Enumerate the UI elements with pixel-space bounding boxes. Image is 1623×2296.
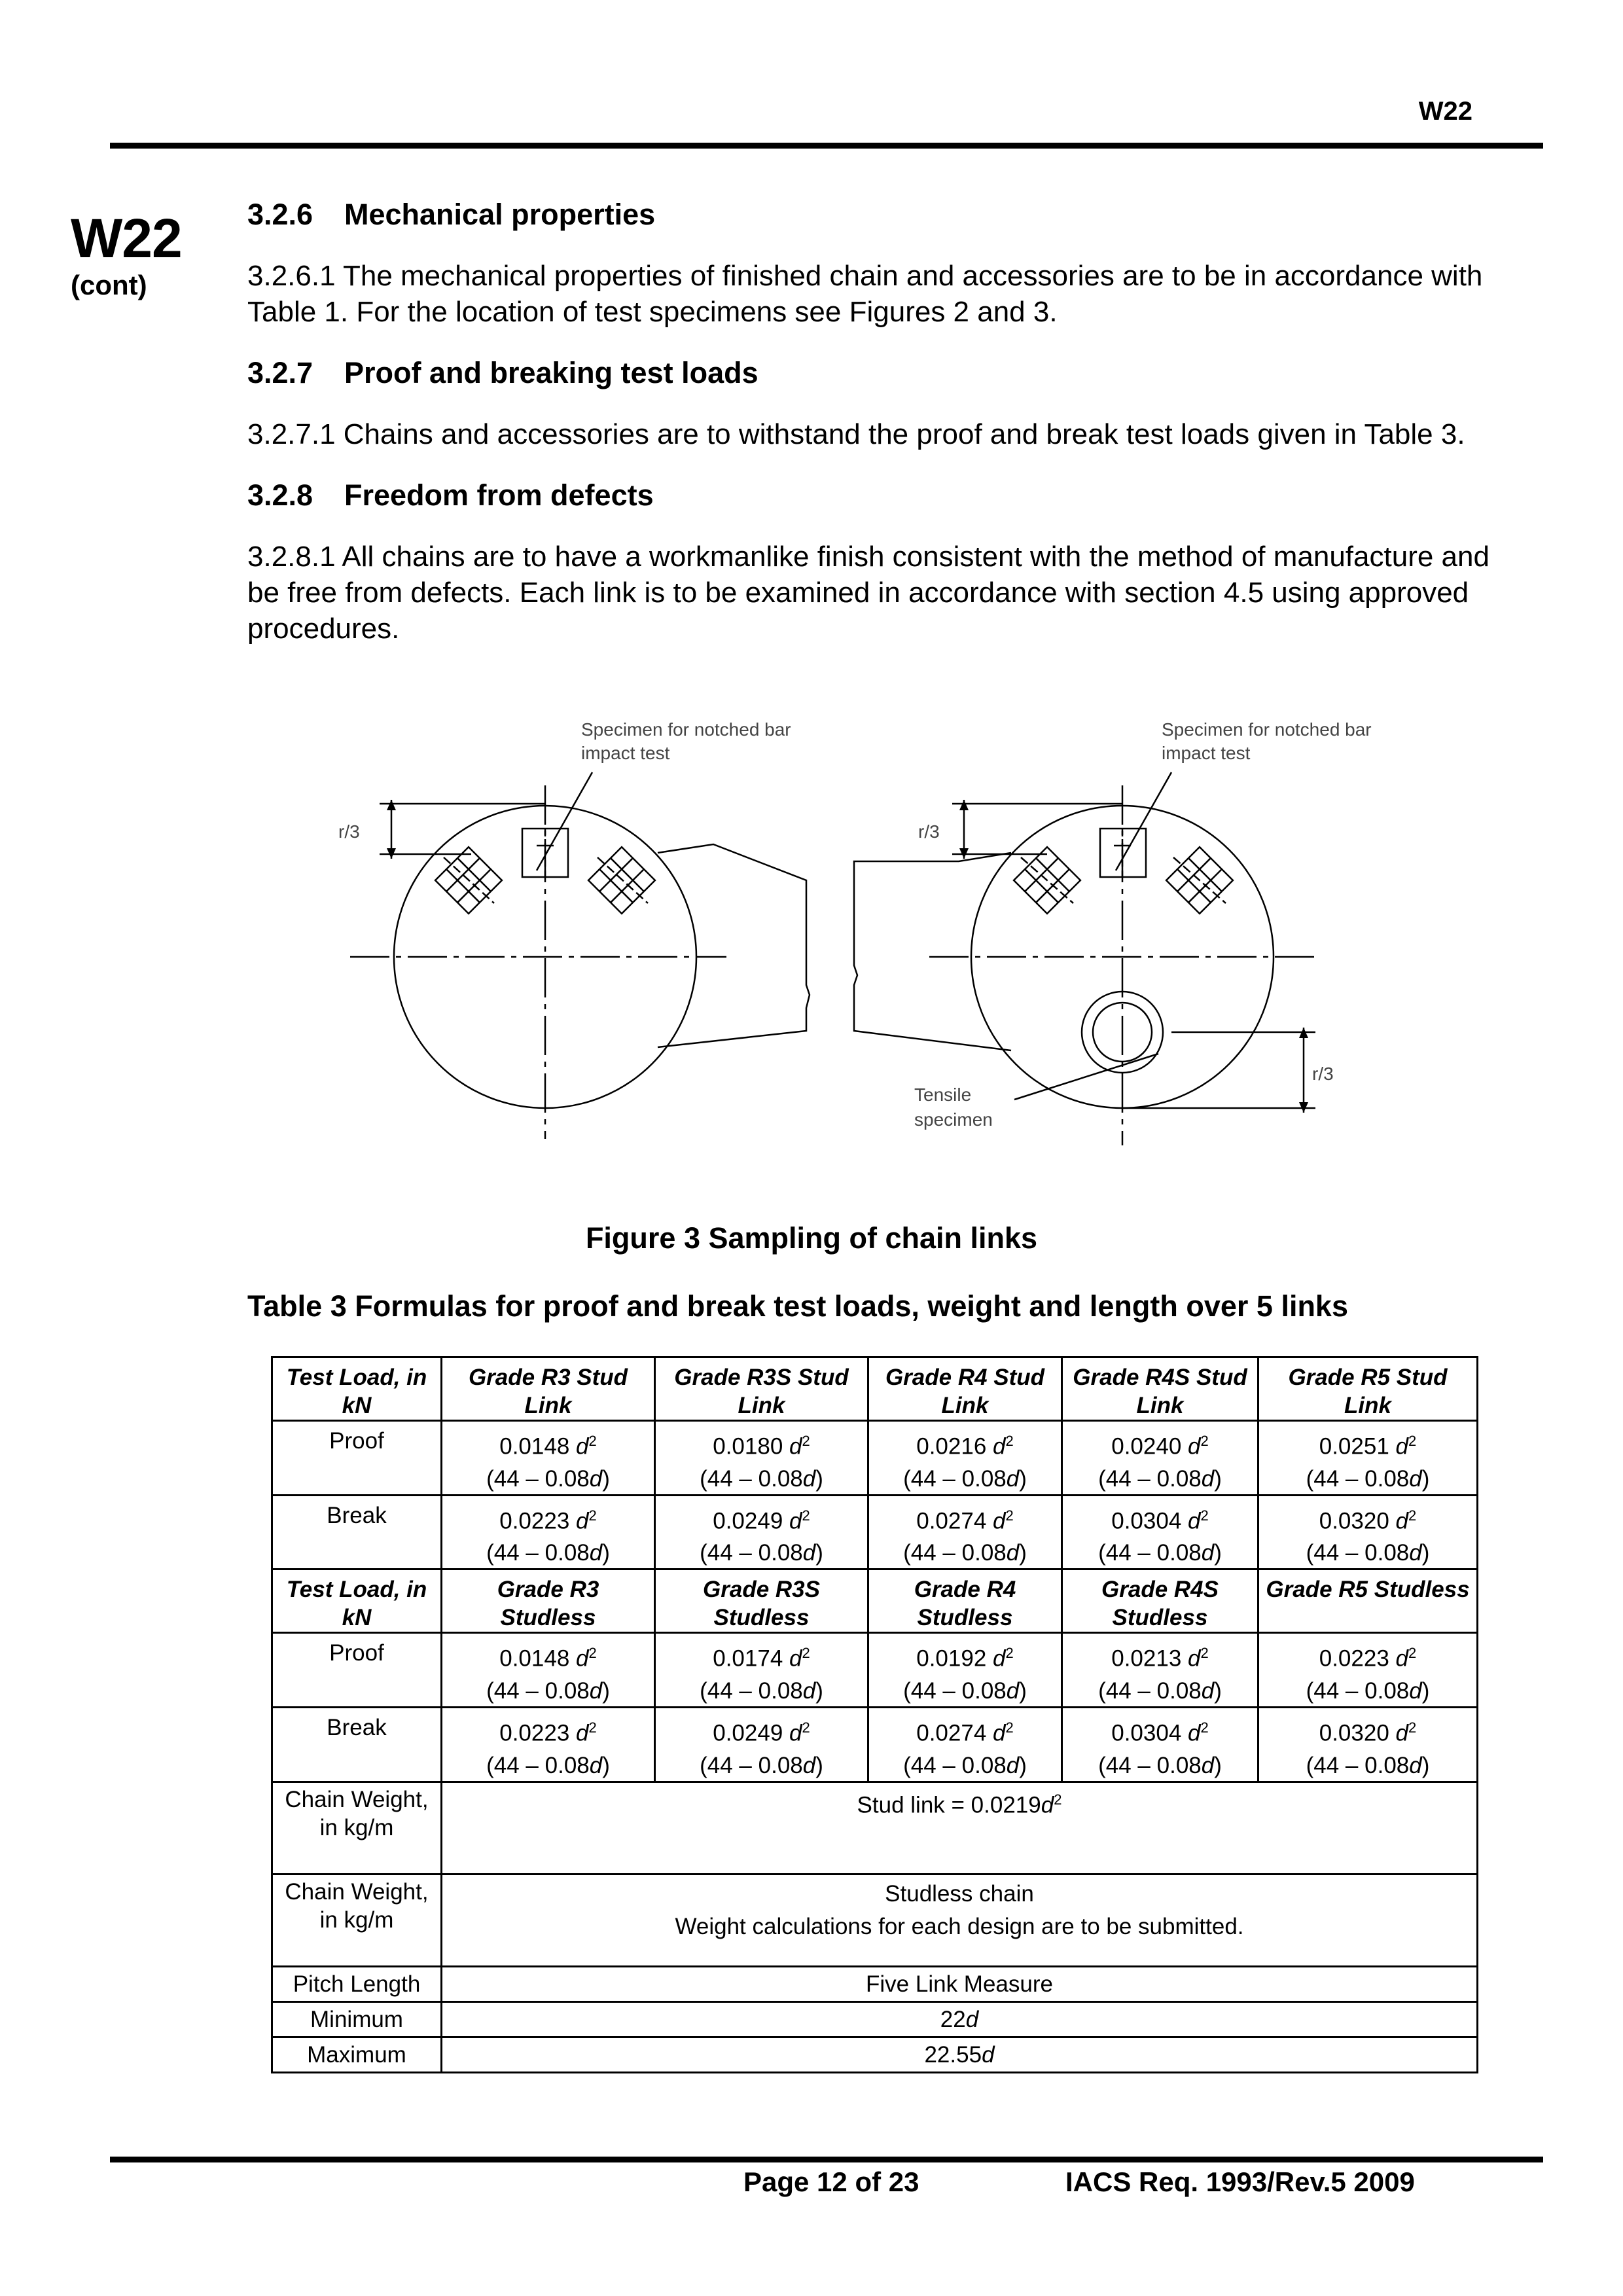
right-specimen-label-1: Specimen for notched bar: [1162, 719, 1372, 740]
chain-link-sampling-figure: [327, 713, 1440, 1145]
table-row-pitch: [272, 1966, 1478, 2001]
side-cont: (cont): [71, 270, 147, 300]
row-label: Maximum: [272, 2037, 442, 2072]
formula-cell: 0.0251 $d^2$ (44 – 0.08d): [1258, 1421, 1478, 1496]
page-number: Page 12 of 23: [743, 2166, 919, 2197]
table-header-studless: [272, 1570, 1478, 1633]
formula-cell: 0.0304 $d^2$ (44 – 0.08d): [1062, 1495, 1258, 1570]
formula-cell: 0.0148 $d^2$ (44 – 0.08d): [442, 1633, 655, 1708]
formula-cell: 0.0192 $d^2$ (44 – 0.08d): [868, 1633, 1062, 1708]
header-r4s-studless: Grade R4S Studless: [1062, 1570, 1258, 1633]
formula-cell: 0.0249 $d^2$ (44 – 0.08d): [655, 1707, 868, 1782]
table-row-minimum: [272, 2001, 1478, 2037]
table-header-stud: [272, 1357, 1478, 1421]
header-r4s-stud: Grade R4S Stud Link: [1062, 1357, 1258, 1421]
body-text: [247, 194, 1491, 647]
left-specimen-label-1: Specimen for notched bar: [581, 719, 791, 740]
header-test-load: Test Load, in kN: [272, 1357, 442, 1421]
heading-3-2-7: 3.2.7 Proof and breaking test loads: [247, 356, 758, 389]
tensile-label-1: Tensile: [914, 1085, 972, 1105]
formula-cell: 0.0223 $d^2$ (44 – 0.08d): [442, 1707, 655, 1782]
formula-cell: 0.0240 $d^2$ (44 – 0.08d): [1062, 1421, 1258, 1496]
formula-cell: 0.0223 $d^2$ (44 – 0.08d): [442, 1495, 655, 1570]
formula-cell: 0.0148 $d^2$ (44 – 0.08d): [442, 1421, 655, 1496]
weight-studless-value: Studless chain Weight calculations for each design are to be submitted.: [442, 1874, 1478, 1966]
formula-cell: 0.0213 $d^2$ (44 – 0.08d): [1062, 1633, 1258, 1708]
row-label: Break: [272, 1707, 442, 1782]
formula-cell: 0.0180 $d^2$ (44 – 0.08d): [655, 1421, 868, 1496]
formula-cell: 0.0320 $d^2$ (44 – 0.08d): [1258, 1707, 1478, 1782]
table-row-studless-break: [272, 1707, 1478, 1782]
left-specimen-label-2: impact test: [581, 743, 670, 763]
header-r4-stud: Grade R4 Stud Link: [868, 1357, 1062, 1421]
table-row-weight-studless: [272, 1874, 1478, 1966]
formula-cell: 0.0249 $d^2$ (44 – 0.08d): [655, 1495, 868, 1570]
pitch-value: Five Link Measure: [442, 1966, 1478, 2001]
right-specimen-label-2: impact test: [1162, 743, 1251, 763]
formula-cell: 0.0274 $d^2$ (44 – 0.08d): [868, 1707, 1062, 1782]
row-label: Chain Weight, in kg/m: [272, 1782, 442, 1874]
row-label: Proof: [272, 1421, 442, 1496]
row-label: Proof: [272, 1633, 442, 1708]
formula-cell: 0.0223 $d^2$ (44 – 0.08d): [1258, 1633, 1478, 1708]
row-label: Break: [272, 1495, 442, 1570]
table-row-maximum: [272, 2037, 1478, 2072]
maximum-value: 22.55d: [442, 2037, 1478, 2072]
header-r3-stud: Grade R3 Stud Link: [442, 1357, 655, 1421]
weight-stud-value: Stud link = $0.0219d^2$: [442, 1782, 1478, 1874]
row-label: Minimum: [272, 2001, 442, 2037]
heading-3-2-6: 3.2.6 Mechanical properties: [247, 198, 656, 231]
minimum-value: 22d: [442, 2001, 1478, 2037]
header-rule: [110, 143, 1543, 149]
para-3-2-7-1: 3.2.7.1 Chains and accessories are to withstand the proof and break test loads given in Table 3.: [247, 418, 1465, 450]
heading-3-2-8: 3.2.8 Freedom from defects: [247, 478, 654, 512]
table-row-studless-proof: [272, 1633, 1478, 1708]
header-r4-studless: Grade R4 Studless: [868, 1570, 1062, 1633]
header-r5-stud: Grade R5 Stud Link: [1258, 1357, 1478, 1421]
table-title: Table 3 Formulas for proof and break test loads, weight and length over 5 links: [247, 1289, 1348, 1323]
formula-cell: 0.0320 $d^2$ (44 – 0.08d): [1258, 1495, 1478, 1570]
para-3-2-6-1: 3.2.6.1 The mechanical properties of finished chain and accessories are to be in accordance with Table 1. For the location of test specimens see Figures 2 and 3.: [247, 260, 1483, 328]
table-row-stud-break: [272, 1495, 1478, 1570]
footer-rule: [110, 2157, 1543, 2162]
figure-caption: Figure 3 Sampling of chain links: [585, 1221, 1038, 1255]
header-test-load-2: Test Load, in kN: [272, 1570, 442, 1633]
table-row-weight-stud: [272, 1782, 1478, 1874]
test-load-table: [271, 1356, 1478, 2073]
row-label: Chain Weight, in kg/m: [272, 1874, 442, 1966]
r3-label-left: r/3: [338, 821, 360, 842]
formula-cell: 0.0174 $d^2$ (44 – 0.08d): [655, 1633, 868, 1708]
table-row-stud-proof: [272, 1421, 1478, 1496]
formula-cell: 0.0216 $d^2$ (44 – 0.08d): [868, 1421, 1062, 1496]
header-r3s-stud: Grade R3S Stud Link: [655, 1357, 868, 1421]
formula-cell: 0.0274 $d^2$ (44 – 0.08d): [868, 1495, 1062, 1570]
header-r3s-studless: Grade R3S Studless: [655, 1570, 868, 1633]
header-r5-studless: Grade R5 Studless: [1258, 1570, 1478, 1633]
side-code: W22: [71, 207, 182, 269]
r3-label-mid: r/3: [918, 821, 940, 842]
para-3-2-8-1: 3.2.8.1 All chains are to have a workmanlike finish consistent with the method of manufacture and be free from defects. Each link is to be examined in accordance with section 4.5 using approved procedures.: [247, 541, 1489, 645]
document-reference: IACS Req. 1993/Rev.5 2009: [1065, 2166, 1415, 2197]
formula-cell: 0.0304 $d^2$ (44 – 0.08d): [1062, 1707, 1258, 1782]
header-code: W22: [1418, 97, 1472, 126]
r3-label-right: r/3: [1312, 1064, 1334, 1084]
row-label: Pitch Length: [272, 1966, 442, 2001]
tensile-label-2: specimen: [914, 1109, 993, 1130]
header-r3-studless: Grade R3 Studless: [442, 1570, 655, 1633]
